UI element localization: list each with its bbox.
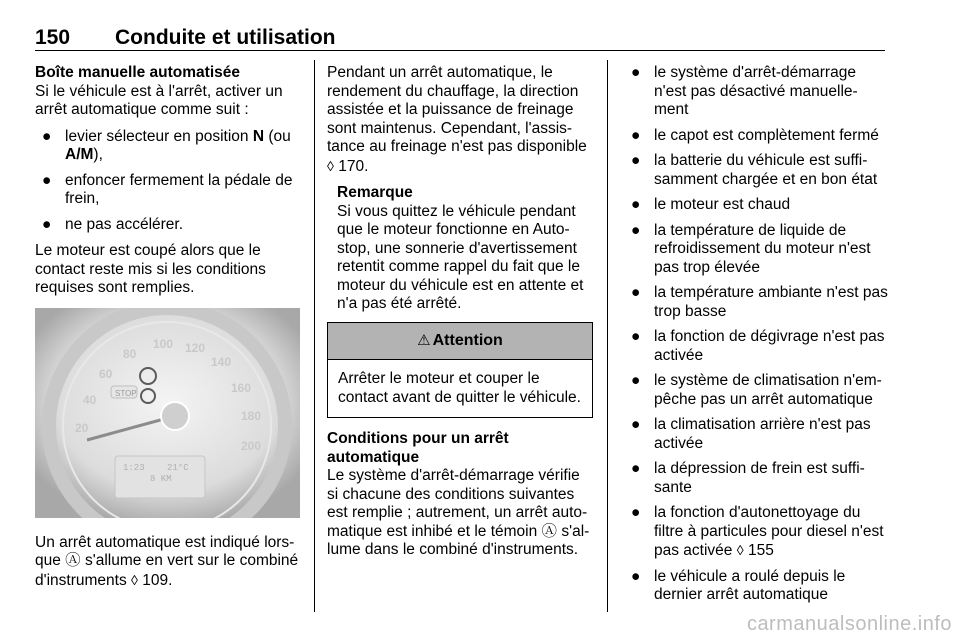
reference-icon: ◊ <box>327 157 334 174</box>
caption-text: s'allume en vert sur le combiné d'instruments <box>35 552 299 589</box>
paragraph <box>327 467 593 560</box>
gauge-number: 60 <box>99 366 113 381</box>
list-text: le système de climatisation n'em- pêche pas un arrêt automatique <box>654 372 882 408</box>
list-item <box>35 216 300 235</box>
page-header <box>35 24 885 51</box>
page-reference-link[interactable]: 170. <box>338 157 369 175</box>
list-text: ne pas accélérer. <box>65 215 184 233</box>
bullet-icon: ● <box>631 126 641 144</box>
stop-label: STOP <box>115 388 137 398</box>
caption-text: Un arrêt automatique est indiqué lors- que <box>35 533 295 569</box>
list-item <box>624 504 889 561</box>
list-item <box>624 372 889 409</box>
list-text: le système d'arrêt-démarrage n'est pas désactivé manuelle- ment <box>654 64 858 118</box>
list-item <box>624 460 889 497</box>
gauge-number: 180 <box>241 408 262 423</box>
list-item <box>624 64 889 120</box>
list-item <box>624 152 889 189</box>
list-item <box>35 128 300 165</box>
list-text: la batterie du véhicule est suffi- samment chargée et en bon état <box>654 152 878 188</box>
column-3 <box>624 64 889 613</box>
paragraph-text: Pendant un arrêt automatique, le rendement du chauffage, la direction assistée et la puissance de freinage sont maintenus. Cependant, l'assis- tance au freinage n'est pas disponible <box>327 64 587 155</box>
column-2 <box>327 64 593 568</box>
gear-am-label: A/M <box>65 146 94 163</box>
bullet-icon: ● <box>631 152 641 169</box>
gauge-number: 200 <box>241 438 262 453</box>
bullet-icon: ● <box>42 171 52 189</box>
bullet-list <box>35 128 300 235</box>
note-box <box>327 184 593 314</box>
bullet-icon: ● <box>631 328 641 345</box>
list-item <box>624 196 889 215</box>
list-item <box>35 172 300 209</box>
list-text: la climatisation arrière n'est pas activée <box>654 416 871 452</box>
reference-icon: ◊ <box>736 542 744 558</box>
display-temp: 21°C <box>167 462 189 473</box>
bullet-icon: ● <box>42 127 52 145</box>
gauge-number: 120 <box>185 340 206 355</box>
list-item <box>624 568 889 605</box>
instrument-cluster-illustration <box>35 308 300 518</box>
list-item <box>624 416 889 453</box>
list-text: enfoncer fermement la pédale de frein, <box>65 171 293 207</box>
attention-text: Arrêter le moteur et couper le contact avant de quitter le véhicule. <box>338 370 581 406</box>
list-text: le véhicule a roulé depuis le dernier arrêt automatique <box>654 567 846 603</box>
conditions-list <box>624 64 889 605</box>
note-heading: Remarque <box>337 184 413 201</box>
list-text: la fonction de dégivrage n'est pas activée <box>654 328 885 364</box>
page-number: 150 <box>35 26 71 49</box>
list-text: la température ambiante n'est pas trop basse <box>654 284 888 320</box>
page-reference-link[interactable]: 109. <box>142 571 173 589</box>
list-item <box>624 127 889 146</box>
list-text: la dépression de frein est suffi- sante <box>654 460 865 496</box>
list-text: le moteur est chaud <box>654 196 791 213</box>
bullet-icon: ● <box>631 504 641 521</box>
attention-title: Attention <box>432 331 503 349</box>
attention-box <box>327 322 593 419</box>
gear-n-label: N <box>252 127 265 145</box>
gauge-number: 20 <box>75 420 89 435</box>
list-text: levier sélecteur en position <box>65 127 253 145</box>
list-item <box>624 328 889 365</box>
watermark: carmanualsonline.info <box>746 613 952 635</box>
section-heading: Conditions pour un arrêt automatique <box>327 430 509 466</box>
list-text: la température de liquide de refroidissement du moteur n'est pas trop élevée <box>654 221 871 276</box>
bullet-icon: ● <box>631 64 641 81</box>
list-item <box>624 284 889 321</box>
gauge-number: 40 <box>83 392 97 407</box>
list-text: (ou <box>264 127 291 145</box>
column-1 <box>35 64 300 598</box>
speedometer-illustration <box>35 308 300 518</box>
bullet-icon: ● <box>631 284 641 301</box>
note-text: Si vous quittez le véhicule pendant que le moteur fonctionne en Auto- stop, une sonnerie d'avertissement retentit comme rappel du fait que le moteur du véhicule est en attente et n'a pas été arrêté. <box>337 202 584 312</box>
auto-stop-icon: Ⓐ <box>541 522 558 540</box>
section-heading: Boîte manuelle automatisée <box>35 64 241 81</box>
paragraph: Le moteur est coupé alors que le contact reste mis si les conditions requises sont remplies. <box>35 242 266 296</box>
paragraph: Si le véhicule est à l'arrêt, activer un arrêt automatique comme suit : <box>35 82 283 118</box>
gauge-number: 100 <box>153 336 174 351</box>
gauge-number: 160 <box>231 380 252 395</box>
list-item <box>624 222 889 278</box>
column-divider <box>314 60 315 612</box>
paragraph <box>327 64 593 176</box>
display-km: 8 KM <box>150 473 172 484</box>
bullet-icon: ● <box>631 221 641 239</box>
page-title: Conduite et utilisation <box>115 26 336 49</box>
bullet-icon: ● <box>631 416 641 433</box>
auto-stop-icon: Ⓐ <box>65 552 81 569</box>
bullet-icon: ● <box>631 567 641 585</box>
display-time: 1:23 <box>123 462 145 473</box>
bullet-icon: ● <box>631 460 641 477</box>
bullet-icon: ● <box>631 196 641 213</box>
paragraph-text: Le système d'arrêt-démarrage vérifie si chacune des conditions suivantes est remplie ; autrement, un arrêt auto- matique est inhibé et le témoin <box>327 467 588 540</box>
list-text: ), <box>93 146 103 163</box>
figure-caption <box>35 534 300 591</box>
reference-icon: ◊ <box>131 571 138 588</box>
needle-hub <box>161 402 189 430</box>
gauge-number: 80 <box>123 346 137 361</box>
warning-icon: ⚠ <box>417 331 431 349</box>
list-text: le capot est complètement fermé <box>654 126 879 144</box>
list-text: la fonction d'autonettoyage du filtre à particules pour diesel n'est pas activée <box>654 504 884 559</box>
column-divider <box>607 60 608 612</box>
attention-header <box>328 323 592 361</box>
gauge-number: 140 <box>211 354 232 369</box>
bullet-icon: ● <box>631 372 641 389</box>
bullet-icon: ● <box>42 215 52 233</box>
paragraph-text: s'al- lume dans le combiné d'instruments. <box>327 522 590 558</box>
page-reference-link[interactable]: 155 <box>747 542 774 559</box>
